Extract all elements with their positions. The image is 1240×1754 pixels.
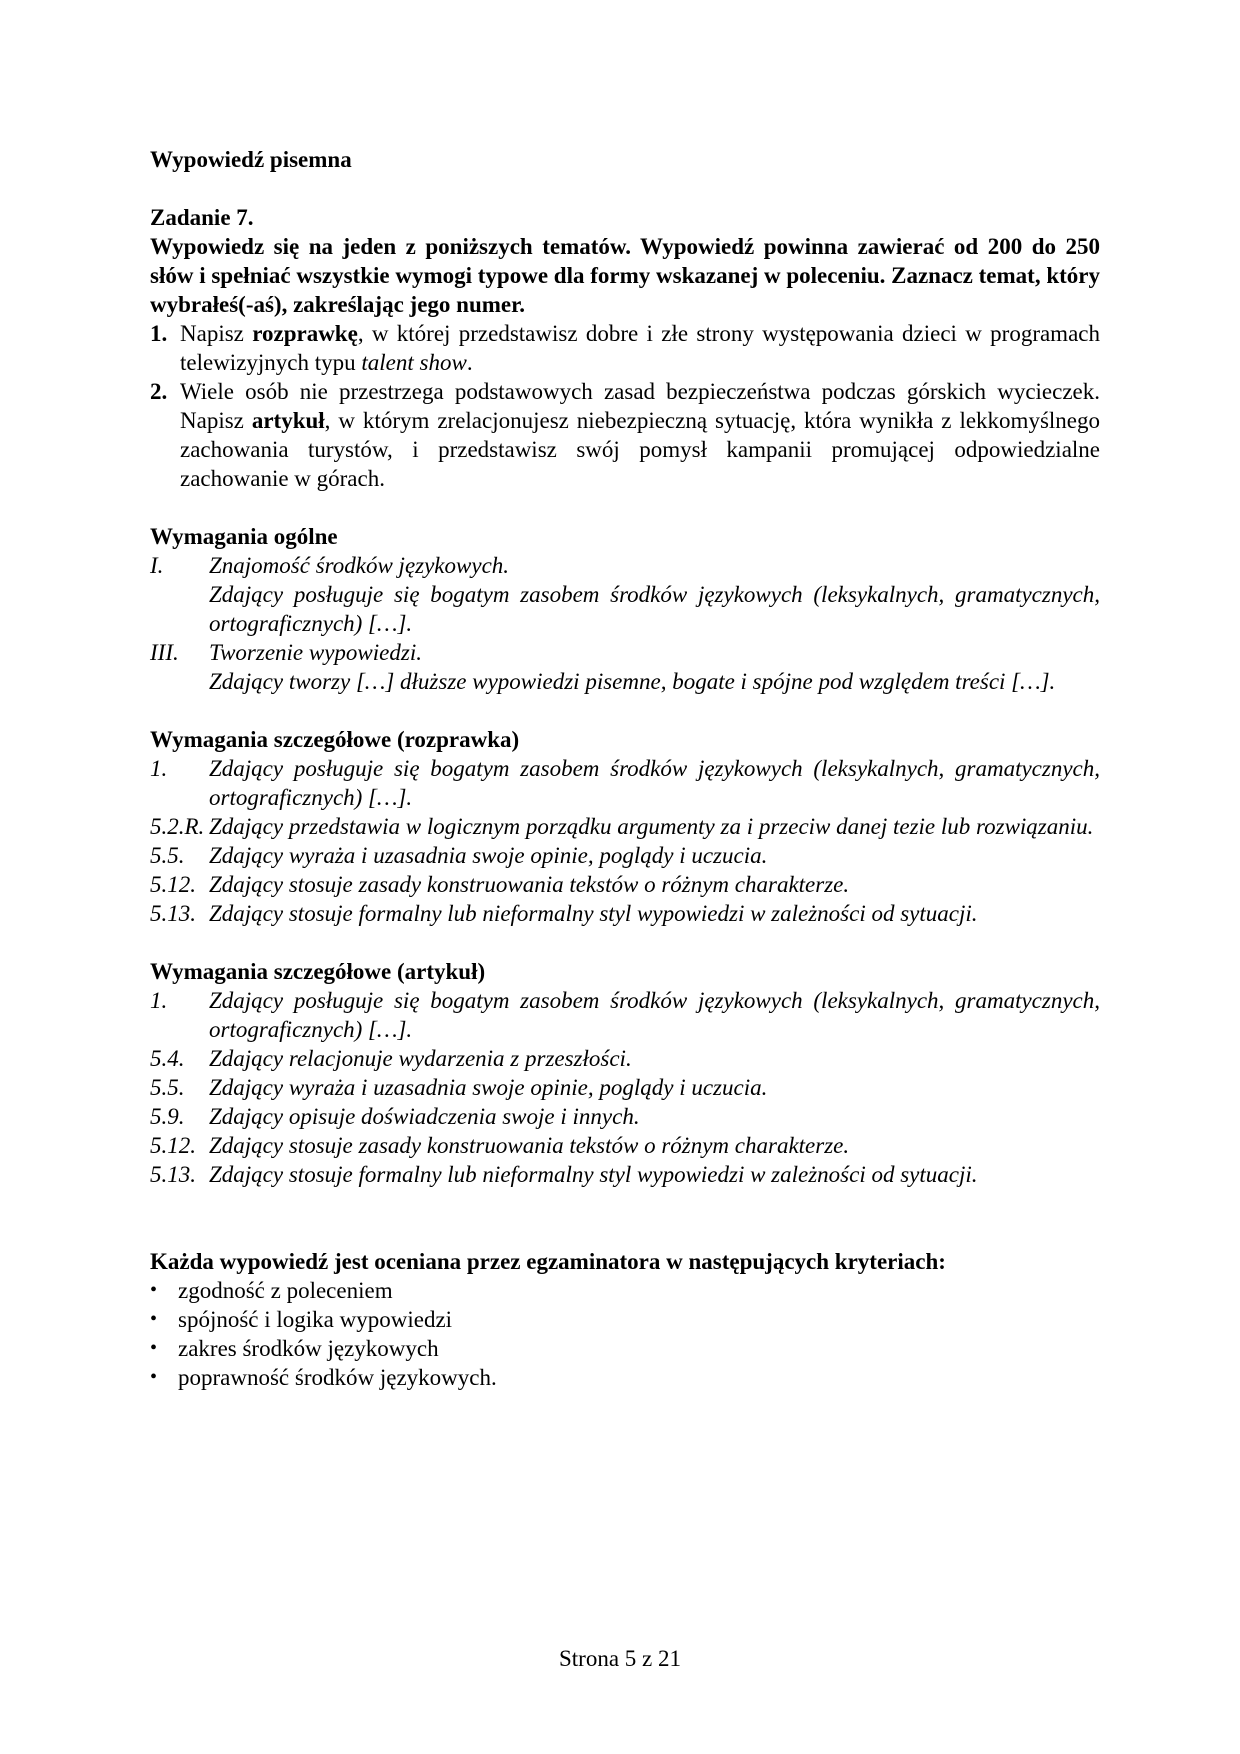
article-requirements-heading: Wymagania szczegółowe (artykuł) [150, 959, 486, 984]
general-requirements [150, 522, 1100, 696]
assessment-criteria [150, 1247, 1100, 1392]
requirement-row [150, 754, 1100, 812]
topic-1[interactable] [150, 319, 1100, 377]
detailed-requirements-essay [150, 725, 1100, 928]
requirement-row [150, 1073, 1100, 1102]
detailed-requirements-article [150, 957, 1100, 1189]
requirement-row [150, 986, 1100, 1044]
criteria-text: zgodność z poleceniem [178, 1278, 393, 1303]
requirement-row [150, 841, 1100, 870]
requirement-code: 5.12. [150, 1133, 196, 1158]
requirement-code: 5.2.R. [150, 814, 205, 839]
essay-requirements-heading: Wymagania szczegółowe (rozprawka) [150, 727, 520, 752]
bullet-icon: • [150, 1366, 158, 1388]
requirement-text: Zdający posługuje się bogatym zasobem środków językowych (leksykalnych, gramatycznych, ortograficznych) […]. [209, 988, 1100, 1042]
criteria-item [150, 1334, 1100, 1363]
requirement-text: Zdający relacjonuje wydarzenia z przeszłości. [209, 1046, 632, 1071]
requirement-code: 5.13. [150, 1162, 196, 1187]
requirement-row [150, 1102, 1100, 1131]
requirement-text: Zdający stosuje zasady konstruowania tekstów o różnym charakterze. [209, 872, 850, 897]
requirement-row [150, 812, 1100, 841]
task-number: Zadanie 7. [150, 205, 254, 230]
requirement-row [150, 1131, 1100, 1160]
topic-keyword: rozprawkę [252, 321, 358, 346]
requirement-text: Zdający stosuje formalny lub nieformalny styl wypowiedzi w zależności od sytuacji. [209, 1162, 978, 1187]
criteria-text: spójność i logika wypowiedzi [178, 1307, 453, 1332]
requirement-text: Zdający wyraża i uzasadnia swoje opinie, poglądy i uczucia. [209, 843, 768, 868]
criteria-item [150, 1363, 1100, 1392]
criteria-text: zakres środków językowych [178, 1336, 439, 1361]
requirement-code: 5.4. [150, 1046, 185, 1071]
section-title: Wypowiedź pisemna [150, 147, 352, 172]
page-number: Strona 5 z 21 [558, 1646, 681, 1671]
bullet-icon: • [150, 1337, 158, 1359]
requirement-text: Tworzenie wypowiedzi. Zdający tworzy […] dłuższe wypowiedzi pisemne, bogate i spójne pod względem treści […]. [209, 640, 1056, 694]
requirement-code: III. [150, 640, 179, 665]
criteria-item [150, 1276, 1100, 1305]
criteria-text: poprawność środków językowych. [178, 1365, 497, 1390]
requirement-code: 5.13. [150, 901, 196, 926]
requirement-text: Zdający stosuje zasady konstruowania tekstów o różnym charakterze. [209, 1133, 850, 1158]
requirement-row [150, 638, 1100, 696]
page-content [150, 145, 1100, 1392]
requirement-row [150, 1044, 1100, 1073]
task-instruction: Wypowiedz się na jeden z poniższych tematów. Wypowiedź powinna zawierać od 200 do 250 słów i spełniać wszystkie wymogi typowe dla formy wskazanej w poleceniu. Zaznacz temat, który wybrałeś(-aś), zakreślając jego numer. [150, 234, 1100, 317]
topic-italic: talent show [361, 350, 467, 375]
requirement-code: 5.5. [150, 1075, 185, 1100]
requirement-row [150, 899, 1100, 928]
criteria-item [150, 1305, 1100, 1334]
requirement-code: 5.5. [150, 843, 185, 868]
requirement-text: Zdający opisuje doświadczenia swoje i innych. [209, 1104, 640, 1129]
requirement-code: 1. [150, 988, 168, 1013]
requirement-text: Zdający posługuje się bogatym zasobem środków językowych (leksykalnych, gramatycznych, ortograficznych) […]. [209, 756, 1100, 810]
bullet-icon: • [150, 1308, 158, 1330]
general-requirements-heading: Wymagania ogólne [150, 524, 338, 549]
requirement-row [150, 551, 1100, 638]
criteria-heading: Każda wypowiedź jest oceniana przez egzaminatora w następujących kryteriach: [150, 1249, 946, 1274]
topic-text: Napisz rozprawkę, w której przedstawisz dobre i złe strony występowania dzieci w programach telewizyjnych typu talent show. [180, 321, 1100, 375]
requirement-code: I. [150, 553, 164, 578]
requirement-text: Zdający wyraża i uzasadnia swoje opinie, poglądy i uczucia. [209, 1075, 768, 1100]
requirement-row [150, 870, 1100, 899]
requirement-text: Znajomość środków językowych. Zdający posługuje się bogatym zasobem środków językowych (leksykalnych, gramatycznych, ortograficznych) […]. [209, 553, 1100, 636]
bullet-icon: • [150, 1279, 158, 1301]
requirement-row [150, 1160, 1100, 1189]
topic-number: 2. [150, 379, 168, 404]
requirement-text: Zdający stosuje formalny lub nieformalny styl wypowiedzi w zależności od sytuacji. [209, 901, 978, 926]
topic-text: Wiele osób nie przestrzega podstawowych zasad bezpieczeństwa podczas górskich wycieczek. Napisz artykuł, w którym zrelacjonujesz niebezpieczną sytuację, która wynikła z lekkomyślnego zachowania turystów, i przedstawisz swój pomysł kampanii promującej odpowiedzialne zachowanie w górach. [180, 379, 1101, 491]
requirement-code: 5.12. [150, 872, 196, 897]
requirement-code: 5.9. [150, 1104, 185, 1129]
topic-number: 1. [150, 321, 168, 346]
requirement-code: 1. [150, 756, 168, 781]
requirement-text: Zdający przedstawia w logicznym porządku argumenty za i przeciw danej tezie lub rozwiązaniu. [209, 814, 1094, 839]
topic-2[interactable] [150, 377, 1100, 493]
topic-keyword: artykuł [251, 408, 325, 433]
